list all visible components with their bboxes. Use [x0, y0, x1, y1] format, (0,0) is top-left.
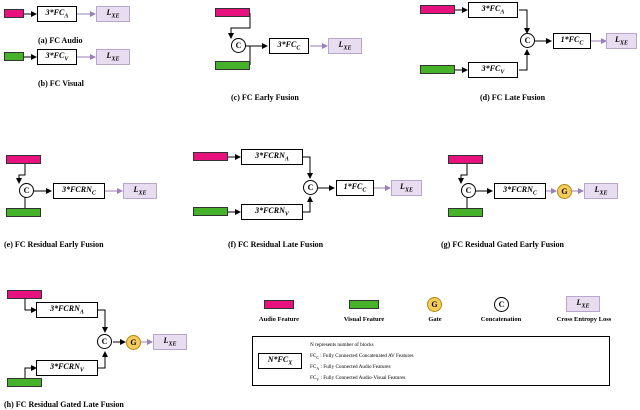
gate-glyph: G — [431, 300, 438, 309]
audio-feature-bar-g — [448, 155, 483, 164]
concat-circle-f — [303, 180, 318, 195]
legend-loss-swatch — [566, 296, 600, 312]
node-label: $3*FC_C$ — [277, 39, 301, 52]
gate-label: G — [130, 338, 137, 347]
node-fc-c-d — [553, 33, 591, 49]
caption-f: (f) FC Residual Late Fusion — [228, 240, 324, 249]
legend-audio-label: Audio Feature — [258, 316, 300, 323]
loss-box-h — [153, 334, 187, 350]
concat-label: C — [307, 183, 314, 192]
loss-label: $L_{XE}$ — [133, 185, 147, 197]
loss-box-e — [123, 183, 157, 199]
visual-feature-bar-e — [6, 208, 41, 217]
loss-box-f — [391, 180, 422, 196]
node-fcrn-c-g — [494, 183, 546, 199]
loss-label: $L_{XE}$ — [594, 185, 608, 197]
legend-visual-swatch — [349, 300, 379, 309]
node-label: $N*FC_X$ — [267, 354, 293, 367]
loss-label: $L_{XE}$ — [400, 182, 413, 194]
legend-gate-label: Gate — [428, 316, 442, 323]
loss-box-a — [96, 6, 130, 22]
node-label: $3*FCRN_C$ — [62, 184, 96, 197]
gate-circle-h — [126, 335, 141, 350]
loss-label: $L_{XE}$ — [163, 336, 177, 348]
visual-feature-bar-f — [193, 207, 228, 216]
gate-label: G — [561, 187, 568, 196]
node-label: $3*FCRN_C$ — [503, 184, 537, 197]
node-label: $3*FCRN_A$ — [50, 303, 84, 316]
loss-box-d — [606, 33, 637, 49]
caption-g: (g) FC Residual Gated Early Fusion — [441, 240, 564, 249]
notation-line-2: $FC_C$ : Fully Connected Concatenated AV Features — [310, 353, 414, 361]
node-label: $1*FC_C$ — [560, 34, 584, 47]
concat-label: C — [524, 36, 531, 45]
notation-line-3: $FC_A$ : Fully Connected Audio Features — [310, 364, 391, 372]
legend-loss-label: Cross Entropy Loss — [556, 316, 612, 323]
legend-concat-label: Concatenation — [480, 316, 522, 323]
notation-line-4: $FC_V$ : Fully Connected Audio-Visual Features — [310, 375, 406, 383]
visual-feature-bar-h — [7, 378, 42, 387]
node-fcrn-v-h — [36, 360, 98, 376]
loss-label: $L_{XE}$ — [615, 35, 628, 47]
node-fc-c — [269, 38, 309, 54]
caption-d: (d) FC Late Fusion — [480, 93, 546, 102]
node-label: $3*FC_V$ — [45, 50, 69, 63]
concat-circle-e — [19, 183, 34, 198]
node-label: $3*FCRN_V$ — [255, 205, 289, 218]
concat-circle-g — [461, 183, 476, 198]
concat-label: C — [23, 186, 30, 195]
legend-audio-swatch — [264, 300, 294, 309]
notation-line-1: N represents number of blocks — [310, 342, 374, 348]
node-label: $1*FC_C$ — [343, 181, 367, 194]
concat-label: C — [235, 41, 242, 50]
node-label: $3*FC_A$ — [45, 7, 69, 20]
node-fcrn-v-f — [241, 204, 303, 220]
audio-feature-bar-d — [420, 5, 455, 14]
audio-feature-bar-e — [6, 155, 41, 164]
node-fcrn-a-f — [241, 149, 303, 165]
caption-e: (e) FC Residual Early Fusion — [4, 240, 104, 249]
loss-label: $L_{XE}$ — [106, 8, 120, 20]
caption-c: (c) FC Early Fusion — [231, 93, 299, 102]
node-label: $3*FC_A$ — [481, 3, 505, 16]
notation-nfc-box — [258, 353, 302, 369]
legend-concat-swatch — [494, 297, 509, 312]
concat-circle-h — [97, 334, 112, 349]
caption-b: (b) FC Visual — [38, 79, 84, 88]
notation-panel — [252, 336, 610, 386]
legend-gate-swatch — [427, 297, 442, 312]
node-label: $3*FC_V$ — [481, 63, 505, 76]
node-label: $3*FCRN_A$ — [255, 150, 289, 163]
audio-feature-bar-a — [4, 9, 24, 18]
visual-feature-bar-g — [448, 208, 483, 217]
visual-feature-bar-b — [4, 52, 24, 61]
node-fcrn-c-e — [53, 183, 105, 199]
caption-a: (a) FC Audio — [38, 36, 83, 45]
visual-feature-bar-d — [420, 65, 455, 74]
loss-label: $L_{XE}$ — [338, 40, 352, 52]
node-fcrn-a-h — [36, 302, 98, 318]
loss-box-c — [328, 38, 362, 54]
audio-feature-bar-f — [193, 152, 228, 161]
gate-circle-g — [557, 184, 572, 199]
loss-box-b — [96, 49, 130, 65]
loss-box-g — [584, 183, 618, 199]
node-fc-c-f — [336, 180, 374, 196]
node-fc-a-d — [468, 2, 518, 18]
legend-visual-label: Visual Feature — [343, 316, 385, 323]
node-fc-a — [37, 6, 77, 22]
node-fc-v-d — [468, 62, 518, 78]
loss-glyph: $L_{XE}$ — [576, 298, 590, 310]
concat-label: C — [101, 337, 108, 346]
audio-feature-bar-c — [215, 8, 250, 17]
visual-feature-bar-c — [215, 61, 250, 70]
concat-label: C — [465, 186, 472, 195]
concat-glyph: C — [498, 300, 505, 309]
concat-circle-c — [231, 38, 246, 53]
loss-label: $L_{XE}$ — [106, 51, 120, 63]
concat-circle-d — [520, 33, 535, 48]
node-label: $3*FCRN_V$ — [50, 361, 84, 374]
caption-h: (h) FC Residual Gated Late Fusion — [4, 400, 124, 409]
node-fc-v — [37, 49, 77, 65]
audio-feature-bar-h — [7, 290, 42, 299]
